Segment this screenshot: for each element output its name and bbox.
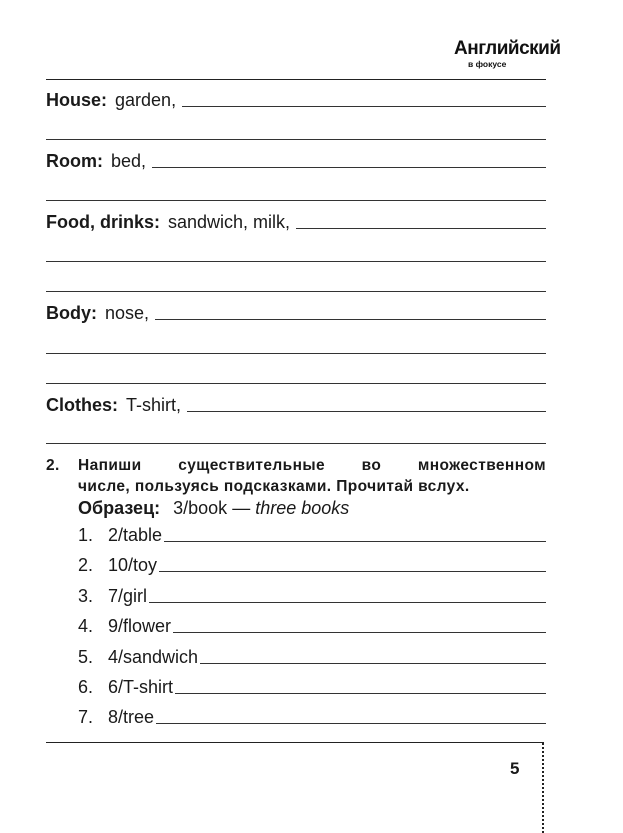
item-number: 7.: [78, 707, 94, 727]
answer-line[interactable]: [149, 602, 546, 603]
exercise-item-4: [78, 615, 546, 637]
logo-title: Английский: [454, 38, 561, 59]
answer-line[interactable]: [159, 571, 546, 572]
exercise-item-6: [78, 676, 546, 698]
sample-prompt: 3/book: [173, 498, 228, 518]
item-prompt: 10/toy: [108, 555, 158, 575]
category-row-house: [46, 89, 546, 111]
item-number: 2.: [78, 555, 94, 575]
item-prompt: 4/sandwich: [108, 647, 199, 667]
header-rule: [46, 79, 546, 80]
item-number: 1.: [78, 525, 94, 545]
answer-line[interactable]: [200, 663, 546, 664]
category-row-room: [46, 150, 546, 172]
exercise-item-2: [78, 554, 546, 576]
item-prompt: 8/tree: [108, 707, 155, 727]
answer-line[interactable]: [46, 261, 546, 262]
answer-line[interactable]: [152, 167, 546, 168]
answer-line[interactable]: [46, 353, 546, 354]
category-label: Clothes:: [46, 395, 118, 415]
exercise-item-7: [78, 706, 546, 728]
logo-subtitle: в фокусе: [468, 59, 507, 69]
item-number: 5.: [78, 647, 94, 667]
answer-line[interactable]: [46, 139, 546, 140]
category-label: Body:: [46, 303, 97, 323]
dotted-edge: [542, 743, 544, 833]
answer-line[interactable]: [182, 106, 546, 107]
answer-line[interactable]: [156, 723, 546, 724]
category-examples: bed,: [111, 151, 147, 171]
item-prompt: 6/T-shirt: [108, 677, 174, 697]
task-number: 2.: [46, 457, 60, 474]
item-prompt: 2/table: [108, 525, 163, 545]
answer-line[interactable]: [46, 291, 546, 292]
sample-label: Образец:: [78, 498, 161, 518]
category-row-body: [46, 302, 546, 324]
answer-line[interactable]: [46, 443, 546, 444]
instruction-line-2: числе, пользуясь подсказками. Прочитай вслух.: [78, 478, 470, 495]
answer-line[interactable]: [46, 200, 546, 201]
item-number: 3.: [78, 586, 94, 606]
category-examples: garden,: [115, 90, 177, 110]
answer-line[interactable]: [187, 411, 546, 412]
item-number: 6.: [78, 677, 94, 697]
exercise-item-1: [78, 524, 546, 546]
answer-line[interactable]: [155, 319, 546, 320]
category-label: Room:: [46, 151, 103, 171]
sample-dash: —: [232, 498, 251, 518]
category-row-clothes: [46, 394, 546, 416]
page-number: 5: [510, 759, 520, 778]
category-label: Food, drinks:: [46, 212, 160, 232]
exercise-item-5: [78, 646, 546, 668]
category-label: House:: [46, 90, 108, 110]
category-examples: sandwich, milk,: [168, 212, 291, 232]
exercise-item-3: [78, 585, 546, 607]
answer-line[interactable]: [173, 632, 546, 633]
item-prompt: 9/flower: [108, 616, 172, 636]
category-row-food-drinks: [46, 211, 546, 233]
instruction-line-1: Напиши существительные во множественном: [78, 457, 546, 474]
sample-answer: three books: [255, 498, 350, 518]
task-2-instruction: [46, 455, 546, 497]
category-examples: nose,: [105, 303, 150, 323]
answer-line[interactable]: [296, 228, 546, 229]
item-number: 4.: [78, 616, 94, 636]
footer-rule: [46, 742, 544, 743]
item-prompt: 7/girl: [108, 586, 148, 606]
answer-line[interactable]: [46, 383, 546, 384]
sample-example: [78, 498, 349, 519]
answer-line[interactable]: [175, 693, 546, 694]
answer-line[interactable]: [164, 541, 546, 542]
category-examples: T-shirt,: [126, 395, 182, 415]
publisher-logo: [440, 38, 561, 78]
